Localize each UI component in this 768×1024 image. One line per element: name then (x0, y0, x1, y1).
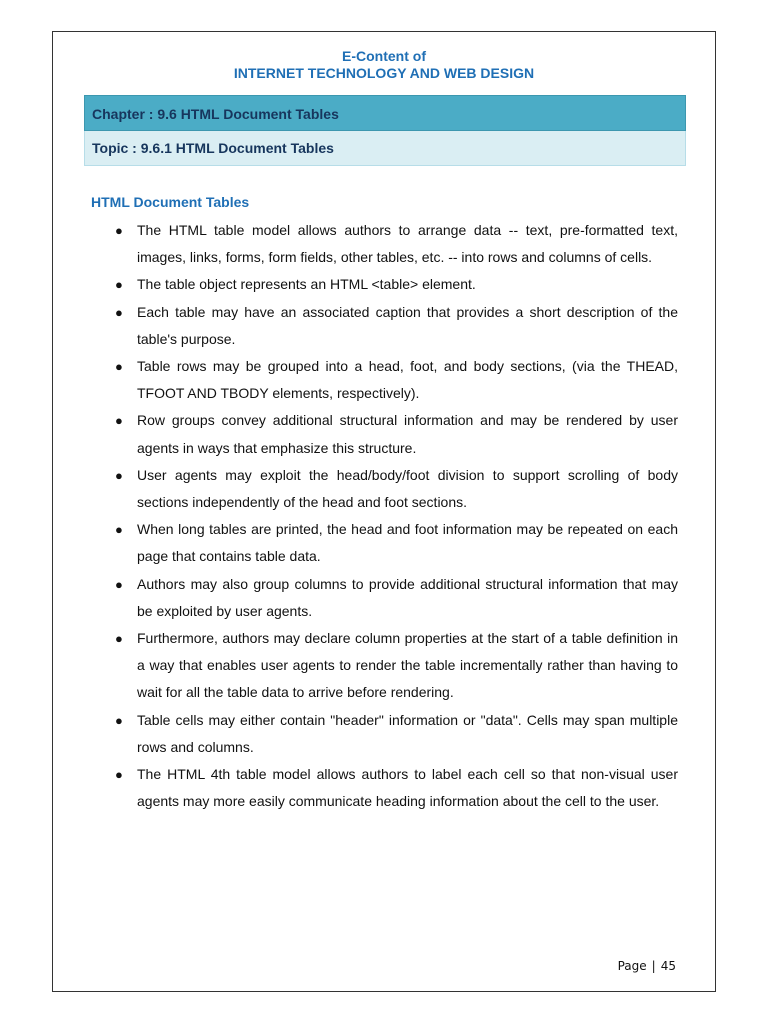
bullet-icon: ● (115, 467, 123, 483)
list-item (115, 571, 678, 625)
list-item-text: Table rows may be grouped into a head, foot, and body sections, (via the THEAD, TFOOT AND TBODY elements, respectively). (137, 358, 678, 402)
page-number (618, 959, 676, 973)
header-line-1: E-Content of (342, 48, 426, 64)
list-item-text: Furthermore, authors may declare column properties at the start of a table definition in a way that enables user agents to render the table incrementally rather than having to wait for all the table data to arrive before rendering. (137, 630, 678, 701)
list-item-text: The HTML 4th table model allows authors to label each cell so that non-visual user agents may more easily communicate heading information about the cell to the user. (137, 766, 678, 810)
list-item (115, 353, 678, 407)
list-item-text: Authors may also group columns to provide additional structural information that may be exploited by user agents. (137, 575, 678, 619)
list-item-text: Table cells may either contain "header" information or "data". Cells may span multiple rows and columns. (137, 711, 678, 755)
bullet-icon: ● (115, 413, 123, 429)
bullet-list (115, 217, 678, 815)
chapter-bar (84, 95, 686, 131)
list-item (115, 761, 678, 815)
bullet-icon: ● (115, 277, 123, 293)
topic-title: Topic : 9.6.1 HTML Document Tables (92, 140, 334, 156)
document-header (53, 48, 715, 82)
page-frame (52, 31, 716, 992)
bullet-icon: ● (115, 304, 123, 320)
bullet-icon: ● (115, 631, 123, 647)
list-item-text: The table object represents an HTML <table> element. (137, 276, 476, 293)
list-item-text: User agents may exploit the head/body/foot division to support scrolling of body sections independently of the head and foot sections. (137, 466, 678, 511)
list-item (115, 707, 678, 761)
list-item (115, 217, 678, 271)
bullet-icon: ● (115, 522, 123, 538)
bullet-icon: ● (115, 712, 123, 728)
list-item-text: The HTML table model allows authors to arrange data -- text, pre-formatted text, images, links, forms, form fields, other tables, etc. -- into rows and columns of cells. (137, 222, 678, 266)
list-item (115, 407, 678, 461)
chapter-title: Chapter : 9.6 HTML Document Tables (92, 106, 339, 122)
section-title: HTML Document Tables (91, 194, 250, 210)
list-item-text: When long tables are printed, the head and foot information may be repeated on each page that contains table data. (137, 521, 678, 565)
list-item (115, 462, 678, 516)
list-item (115, 271, 678, 298)
list-item (115, 625, 678, 707)
page-number-value: 45 (660, 959, 676, 973)
header-line-2: INTERNET TECHNOLOGY AND WEB DESIGN (233, 65, 535, 81)
page-label: Page (617, 959, 647, 973)
bullet-icon: ● (115, 223, 123, 238)
topic-bar (84, 131, 686, 166)
bullet-icon: ● (115, 576, 123, 592)
list-item (115, 516, 678, 570)
list-item-text: Row groups convey additional structural information and may be rendered by user agents in ways that emphasize this structure. (137, 412, 678, 456)
page-separator: | (651, 959, 656, 973)
list-item (115, 299, 678, 353)
list-item-text: Each table may have an associated caption that provides a short description of the table's purpose. (137, 303, 678, 347)
bullet-icon: ● (115, 359, 123, 375)
bullet-icon: ● (115, 767, 123, 783)
